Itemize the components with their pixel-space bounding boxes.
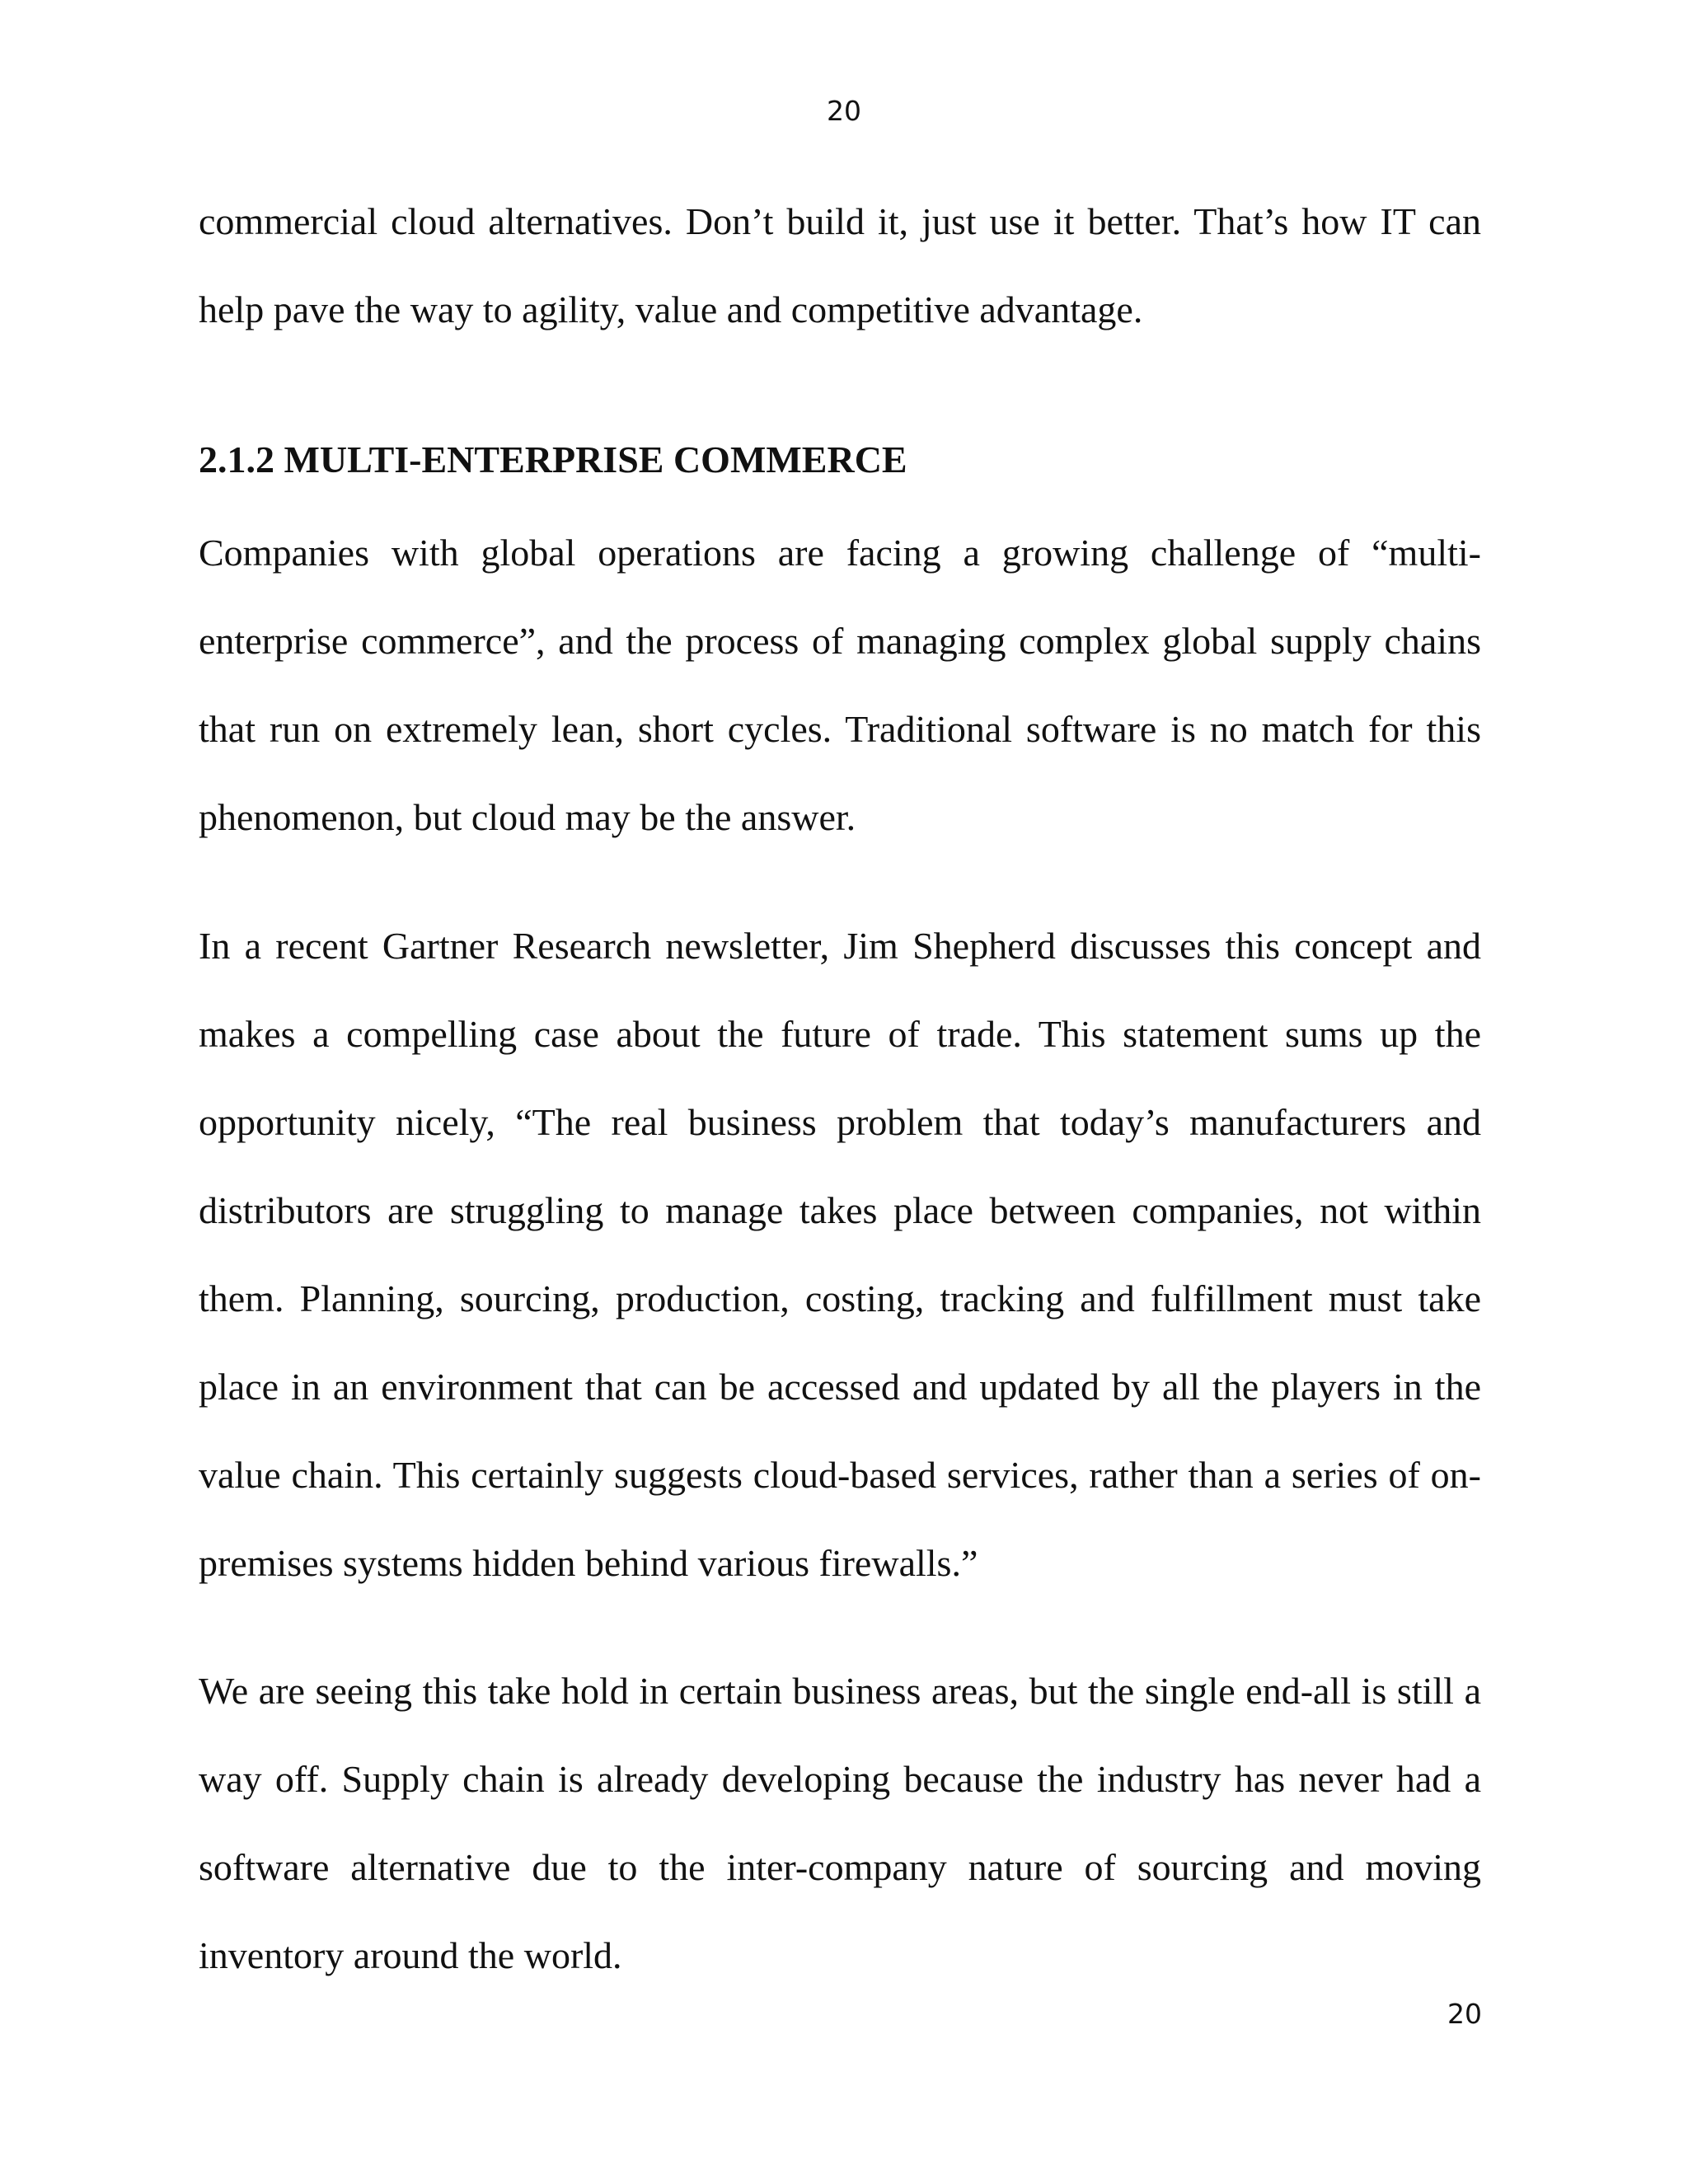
paragraph-gartner: In a recent Gartner Research newsletter, Jim Shepherd discusses this concept and makes a compelling case about the future of trade. This statement sums up the opportunity nicely, “The real business problem that today’s manufacturers and distributors are struggling to manage takes place between companies, not within them. Planning, sourcing, production, costing, tracking and fulfillment must take place in an environment that can be accessed and updated by all the players in the value chain. This certainly suggests cloud-based services, rather than a series of on-premises systems hidden behind various firewalls.” xyxy=(199,925,1481,1584)
paragraph-supply-chain: We are seeing this take hold in certain business areas, but the single end-all is still a way off. Supply chain is already developing because the industry has never had a software alternative due to the inter-company nature of sourcing and moving inventory around the world. xyxy=(199,1670,1481,1976)
paragraph-multi-enterprise: Companies with global operations are facing a growing challenge of “multi-enterprise commerce”, and the process of managing complex global supply chains that run on extremely lean, short cycles. Traditional software is no match for this phenomenon, but cloud may be the answer. xyxy=(199,532,1481,838)
page-number-footer: 20 xyxy=(1447,1998,1482,2030)
page-number-header: 20 xyxy=(827,95,861,127)
section-heading: 2.1.2 MULTI-ENTERPRISE COMMERCE xyxy=(199,438,907,480)
paragraph-intro: commercial cloud alternatives. Don’t build it, just use it better. That’s how IT can help pave the way to agility, value and competitive advantage. xyxy=(199,200,1481,330)
